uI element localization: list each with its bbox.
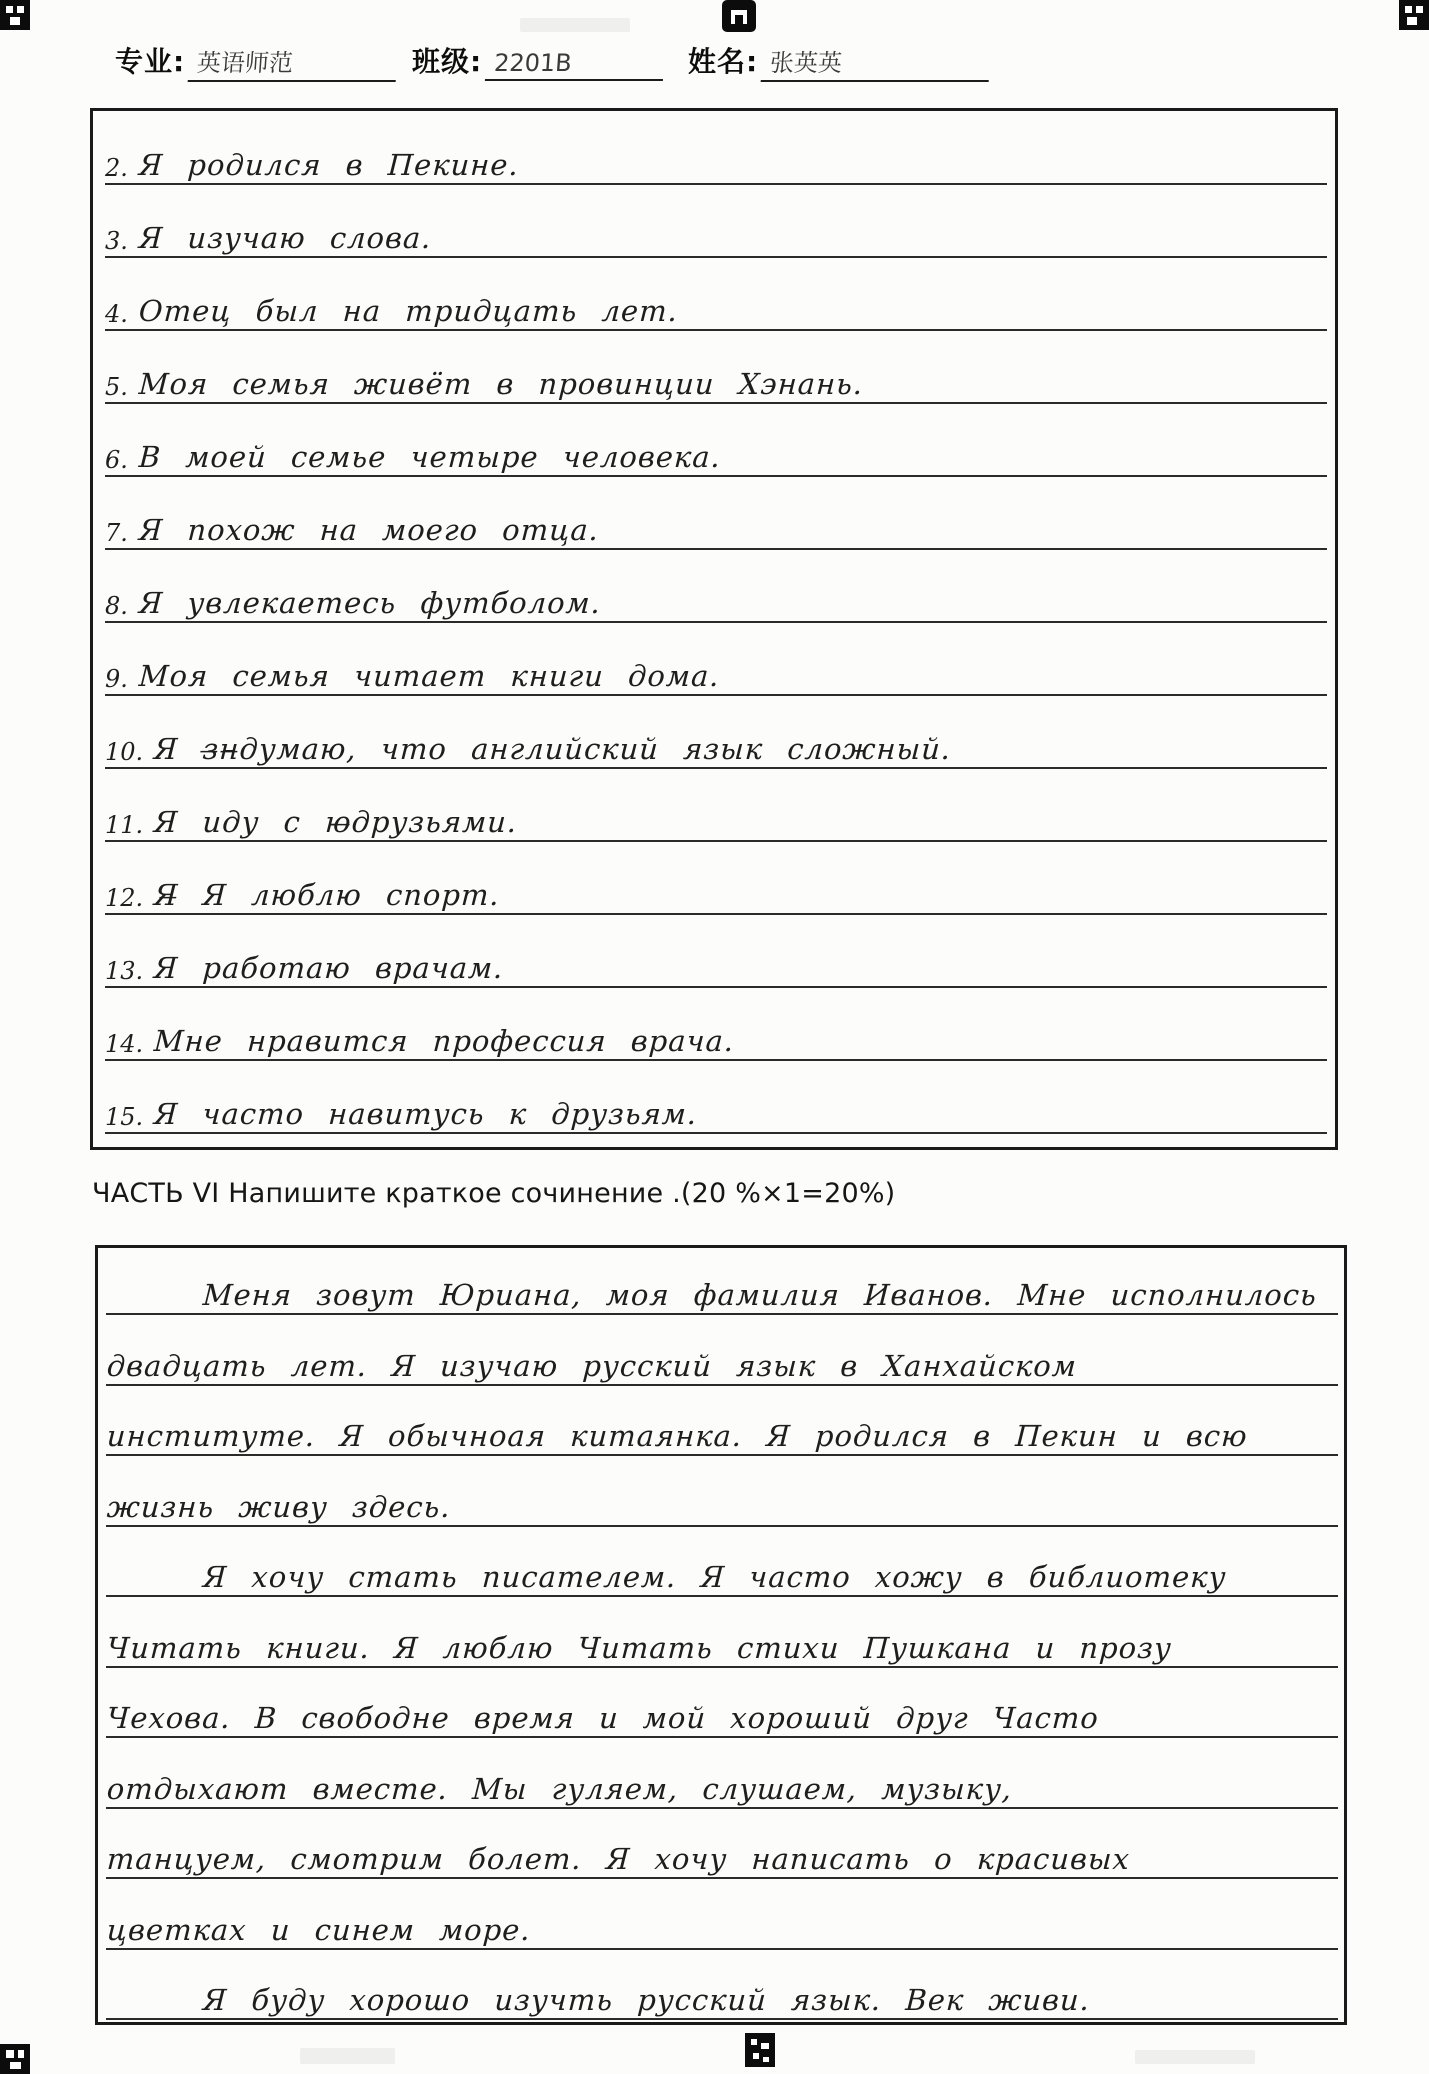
essay-line — [106, 1827, 1338, 1879]
essay-line-text: отдыхают вместе. Мы гуляем, слушаем, музыку, — [106, 1772, 1014, 1806]
sentence-row — [105, 133, 1327, 185]
essay-line — [106, 1404, 1338, 1456]
essay-answer-box — [95, 1245, 1347, 2025]
sentence-row — [105, 425, 1327, 477]
sentence-text: Я увлекаетесь футболом. — [137, 586, 602, 620]
sentence-text: Я работаю врачам. — [153, 951, 505, 985]
scan-artifact — [520, 18, 630, 32]
essay-line-text: двадцать лет. Я изучаю русский язык в Ханхайском — [106, 1349, 1078, 1383]
name-label: 姓名: — [688, 45, 759, 78]
essay-line-text: Я буду хорошо изучть русский язык. Век живи. — [202, 1983, 1091, 2017]
sentence-number: 10. — [105, 738, 144, 766]
fiducial-marker-top-center — [722, 0, 756, 32]
essay-line-text: Я хочу стать писателем. Я часто хожу в библиотеку — [202, 1560, 1228, 1594]
sentence-number: 14. — [105, 1030, 144, 1058]
essay-line-text: Меня зовут Юриана, моя фамилия Иванов. Мне исполнилось — [202, 1278, 1318, 1312]
sentence-number: 7. — [105, 519, 128, 547]
essay-line — [106, 1686, 1338, 1738]
sentence-row — [105, 279, 1327, 331]
essay-line — [106, 1263, 1338, 1315]
header-field-name — [688, 40, 990, 82]
essay-line — [106, 1334, 1338, 1386]
essay-line-text: Читать книги. Я люблю Читать стихи Пушкана и прозу — [106, 1631, 1173, 1665]
essay-line-text: танцуем, смотрим болет. Я хочу написать о красивых — [106, 1842, 1131, 1876]
fiducial-marker-bottom-left — [0, 2044, 30, 2074]
sentence-number: 2. — [105, 154, 128, 182]
part6-heading: ЧАСТЬ VI Напишите краткое сочинение .(20 %×1=20%) — [92, 1178, 896, 1209]
sentence-text: Моя семья читает книги дома. — [137, 659, 721, 693]
sentence-text: Я похож на моего отца. — [137, 513, 600, 547]
major-value: 英语师范 — [188, 43, 399, 82]
major-label: 专业: — [115, 45, 186, 78]
name-value: 张英英 — [761, 43, 992, 82]
essay-line-text: институте. Я обычноая китаянка. Я родился в Пекин и всю — [106, 1419, 1249, 1453]
sentence-number: 13. — [105, 957, 144, 985]
essay-line — [106, 1545, 1338, 1597]
essay-line — [106, 1898, 1338, 1950]
fiducial-marker-bottom-center — [745, 2033, 775, 2067]
header-field-major — [115, 40, 397, 82]
essay-line — [106, 1968, 1338, 2020]
sentence-row — [105, 206, 1327, 258]
essay-line-text: Чехова. В свободне время и мой хороший друг Часто — [106, 1701, 1100, 1735]
sentence-text: Я изучаю слова. — [137, 221, 433, 255]
sentence-number: 9. — [105, 665, 128, 693]
sentence-row — [105, 571, 1327, 623]
sentence-text: Я̶ Я люблю спорт. — [153, 878, 501, 912]
sentence-number: 15. — [105, 1103, 144, 1131]
sentences-answer-box — [90, 108, 1338, 1150]
sentence-row — [105, 352, 1327, 404]
essay-line-text: жизнь живу здесь. — [106, 1490, 452, 1524]
sentence-number: 5. — [105, 373, 128, 401]
sentence-number: 11. — [105, 811, 144, 839]
sentence-row — [105, 717, 1327, 769]
sentence-text: Я иду с ю̶друзьями. — [153, 805, 519, 839]
sentence-row — [105, 644, 1327, 696]
sentence-row — [105, 498, 1327, 550]
sentence-row — [105, 936, 1327, 988]
sentence-row — [105, 863, 1327, 915]
sentence-text: Моя семья живёт в провинции Хэнань. — [137, 367, 865, 401]
fiducial-marker-top-right — [1399, 0, 1429, 30]
sentence-row — [105, 1009, 1327, 1061]
essay-line — [106, 1757, 1338, 1809]
essay-line — [106, 1475, 1338, 1527]
sentence-text: В моей семье четыре человека. — [137, 440, 722, 474]
scan-artifact — [1135, 2050, 1255, 2064]
sentence-row — [105, 1082, 1327, 1134]
header-field-class — [412, 40, 664, 81]
class-value: 2201B — [485, 49, 665, 81]
sentence-text: Отец был на тридцать лет. — [137, 294, 679, 328]
class-label: 班级: — [412, 45, 483, 78]
sentence-number: 6. — [105, 446, 128, 474]
sentence-text: Мне нравится профессия врача. — [153, 1024, 736, 1058]
sentence-text: Я з̶н̶думаю, что английский язык сложный. — [153, 732, 953, 766]
sentence-text: Я часто навитусь к друзьям. — [153, 1097, 699, 1131]
essay-line-text: цветках и синем море. — [106, 1913, 532, 1947]
fiducial-marker-top-left — [0, 0, 30, 30]
sentence-number: 4. — [105, 300, 128, 328]
essay-line — [106, 1616, 1338, 1668]
sentence-row — [105, 790, 1327, 842]
scan-artifact — [300, 2048, 395, 2064]
sentence-number: 12. — [105, 884, 144, 912]
sentence-number: 8. — [105, 592, 128, 620]
sentence-number: 3. — [105, 227, 128, 255]
sentence-text: Я родился в Пекине. — [137, 148, 520, 182]
